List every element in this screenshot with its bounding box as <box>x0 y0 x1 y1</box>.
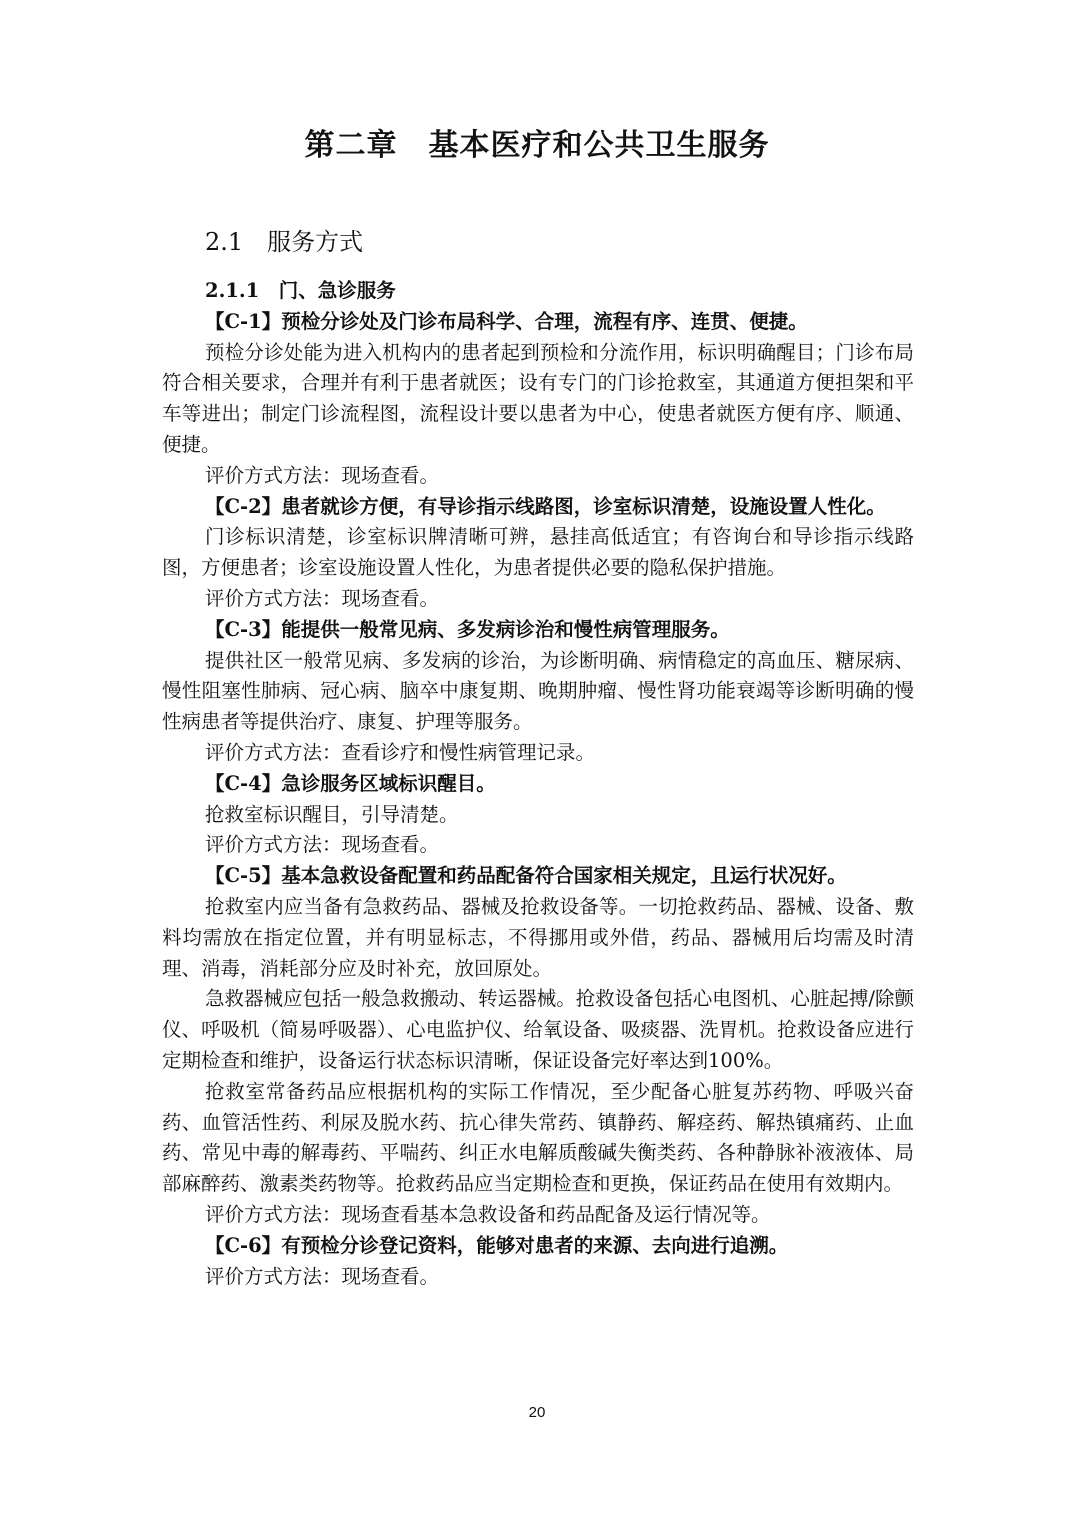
page-number: 20 <box>528 1404 546 1421</box>
criterion-heading <box>162 861 914 892</box>
paragraph: 预检分诊处能为进入机构内的患者起到预检和分流作用，标识明确醒目；门诊布局符合相关要求，合理并有利于患者就医；设有专门的门诊抢救室，其通道方便担架和平车等进出；制定门诊流程图，流程设计要以患者为中心，使患者就医方便有序、顺通、便捷。 <box>162 340 914 456</box>
criterion-code: 【C-2】 <box>205 494 282 518</box>
paragraph: 提供社区一般常见病、多发病的诊治，为诊断明确、病情稳定的高血压、糖尿病、慢性阻塞性肺病、冠心病、脑卒中康复期、晚期肿瘤、慢性肾功能衰竭等诊断明确的慢性病患者等提供治疗、康复、护理等服务。 <box>162 648 914 734</box>
chapter-title: 第二章 基本医疗和公共卫生服务 <box>304 128 770 163</box>
criterion-text: 预检分诊处及门诊布局科学、合理，流程有序、连贯、便捷。 <box>281 309 808 333</box>
criterion-code: 【C-6】 <box>205 1233 282 1257</box>
criterion-heading <box>162 615 914 646</box>
paragraph: 抢救室内应当备有急救药品、器械及抢救设备等。一切抢救药品、器械、设备、敷料均需放在指定位置，并有明显标志，不得挪用或外借，药品、器械用后均需及时清理、消毒，消耗部分应及时补充，放回原处。 <box>162 894 914 980</box>
criterion-code: 【C-3】 <box>205 617 282 641</box>
evaluation-method: 评价方式方法：现场查看。 <box>205 586 440 610</box>
criterion-heading <box>162 1231 914 1262</box>
criterion-heading <box>162 769 914 800</box>
body-text <box>162 276 914 1292</box>
criterion-text: 急诊服务区域标识醒目。 <box>281 771 496 795</box>
criterion-code: 【C-5】 <box>205 864 282 888</box>
evaluation-method: 评价方式方法：查看诊疗和慢性病管理记录。 <box>205 740 596 764</box>
criterion-text: 有预检分诊登记资料，能够对患者的来源、去向进行追溯。 <box>281 1233 789 1257</box>
paragraph: 抢救室常备药品应根据机构的实际工作情况，至少配备心脏复苏药物、呼吸兴奋药、血管活性药、利尿及脱水药、抗心律失常药、镇静药、解痉药、解热镇痛药、止血药、常见中毒的解毒药、平喘药、纠正水电解质酸碱失衡类药、各种静脉补液液体、局部麻醉药、激素类药物等。抢救药品应当定期检查和更换，保证药品在使用有效期内。 <box>162 1079 914 1196</box>
criterion-code: 【C-1】 <box>205 309 282 333</box>
evaluation-method: 评价方式方法：现场查看。 <box>205 1264 440 1288</box>
criterion-heading <box>162 492 914 523</box>
criterion-code: 【C-4】 <box>205 771 282 795</box>
paragraph: 急救器械应包括一般急救搬动、转运器械。抢救设备包括心电图机、心脏起搏/除颤仪、呼吸机（简易呼吸器）、心电监护仪、给氧设备、吸痰器、洗胃机。抢救设备应进行定期检查和维护，设备运行状态标识清晰，保证设备完好率达到100%。 <box>162 987 914 1072</box>
evaluation-method: 评价方式方法：现场查看。 <box>205 463 440 487</box>
criterion-heading <box>162 307 914 338</box>
evaluation-method: 评价方式方法：现场查看。 <box>205 833 440 857</box>
evaluation-method: 评价方式方法：现场查看基本急救设备和药品配备及运行情况等。 <box>205 1202 771 1226</box>
paragraph: 门诊标识清楚，诊室标识牌清晰可辨，悬挂高低适宜；有咨询台和导诊指示线路图，方便患者；诊室设施设置人性化，为患者提供必要的隐私保护措施。 <box>162 525 914 580</box>
section-title: 2.1 服务方式 <box>205 228 364 256</box>
criterion-text: 患者就诊方便，有导诊指示线路图，诊室标识清楚，设施设置人性化。 <box>281 494 886 518</box>
criterion-text: 基本急救设备配置和药品配备符合国家相关规定，且运行状况好。 <box>281 864 847 888</box>
subsection-title: 2.1.1 门、急诊服务 <box>205 279 396 302</box>
paragraph: 抢救室标识醒目，引导清楚。 <box>205 802 459 826</box>
criterion-text: 能提供一般常见病、多发病诊治和慢性病管理服务。 <box>281 617 730 641</box>
